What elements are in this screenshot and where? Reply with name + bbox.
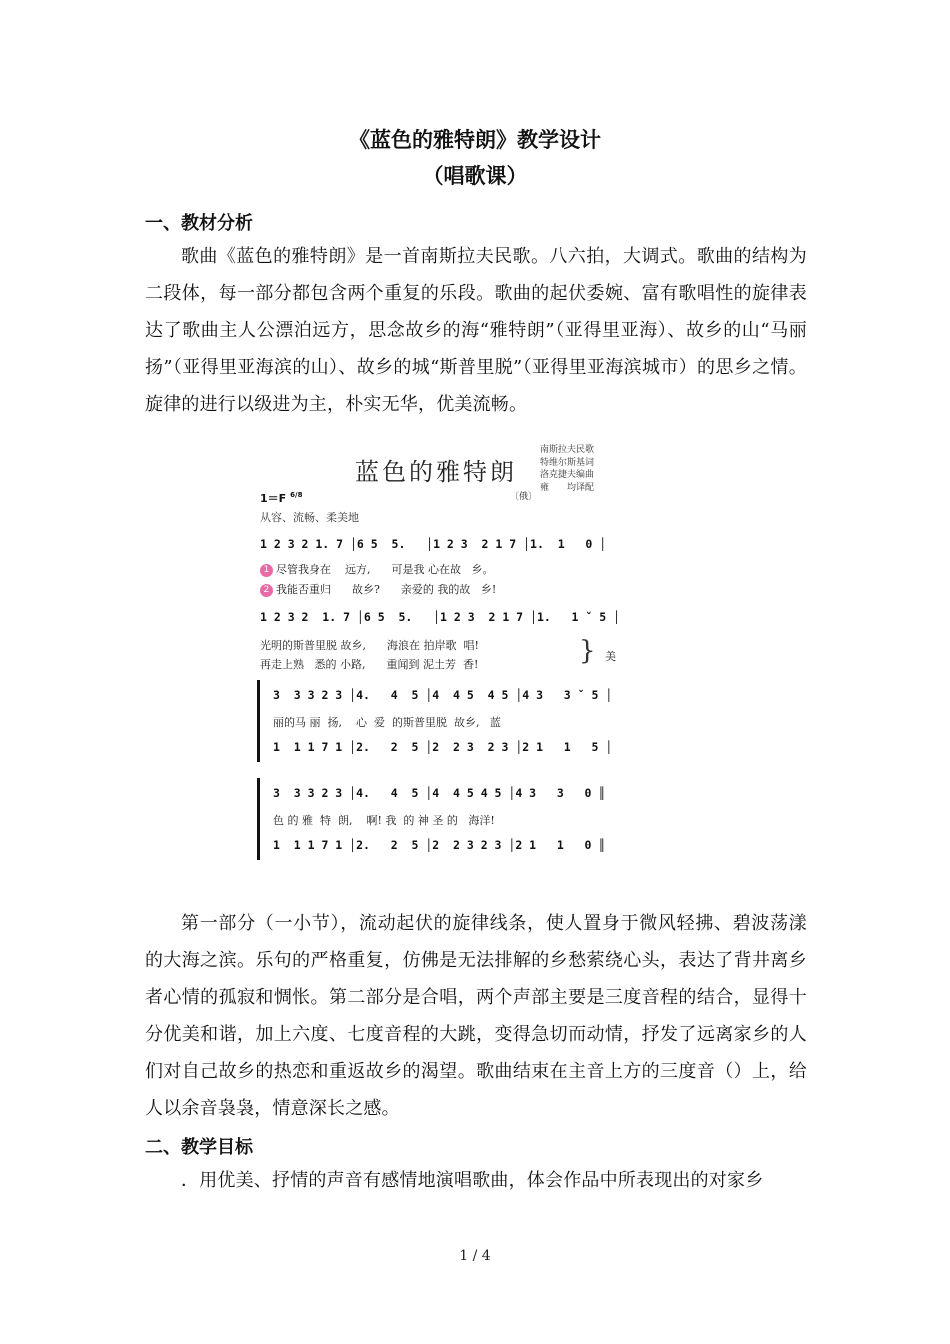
score-credits: [540, 444, 594, 494]
credit-line: 特维尔斯基词: [540, 457, 595, 468]
analysis-paragraph-2: 第一部分（一小节），流动起伏的旋律线条，使人置身于微风轻拂、碧波荡漾的大海之滨。乐句的严格重复，仿佛是无法排解的乡愁萦绕心头，表达了背井离乡者心情的孤寂和惆怅。第二部分是合唱，两个声部主要是三度音程的结合，显得十分优美和谐，加上六度、七度音程的大跳，变得急切而动情，抒发了远离家乡的人们对自己故乡的热恋和重返故乡的渴望。歌曲结束在主音上方的三度音（）上，给人以余音袅袅，情意深长之感。: [145, 913, 807, 1119]
lyrics-line-1-verse-2: [260, 581, 496, 597]
song-score: [255, 440, 625, 860]
lyrics-text: 尽管我身在 远方, 可是我 心在故 乡。: [276, 563, 494, 576]
lyrics-text: 我能否重归 故乡? 亲爱的 我的故 乡!: [276, 583, 497, 596]
verse-1-marker: 1: [260, 564, 273, 577]
system-1-lower-voice: 1 1 1 7 1 │2. 2 5 │2 2 3 2 3 │2 1 1 5 │: [273, 740, 613, 754]
system-bracket-1: [257, 680, 263, 762]
system-bracket-2: [257, 778, 263, 860]
verse-brace: }: [579, 636, 596, 666]
system-1-upper-voice: 3 3 3 2 3 │4. 4 5 │4 4 5 4 5 │4 3 3 ˇ 5 │: [273, 688, 613, 702]
verse-2-marker: 2: [260, 584, 273, 597]
lyrics-line-1-verse-1: [260, 561, 493, 577]
melody-line-2: 1 2 3 2 1. 7 │6 5 5. │1 2 3 2 1 7 │1. 1 ˇ 5 │: [260, 610, 621, 624]
page-number: 1 / 4: [459, 1248, 491, 1264]
goal-item-1: ．用优美、抒情的声音有感情地演唱歌曲，体会作品中所表现出的对家乡: [181, 1170, 764, 1191]
system-2-upper-voice: 3 3 3 2 3 │4. 4 5 │4 4 5 4 5 │4 3 3 0 ║: [273, 786, 606, 800]
document-title: 《蓝色的雅特朗》教学设计: [349, 128, 601, 152]
melody-line-1: 1 2 3 2 1. 7 │6 5 5. │1 2 3 2 1 7 │1. 1 0 │: [260, 537, 607, 551]
system-2-lower-voice: 1 1 1 7 1 │2. 2 5 │2 2 3 2 3 │2 1 1 0 ║: [273, 838, 606, 852]
section-heading-analysis: 一、教材分析: [145, 213, 253, 234]
lyrics-tail: 美: [605, 650, 616, 663]
lyrics-line-2-verse-1: 光明的斯普里脱 故乡, 海浪在 拍岸歌 唱!: [260, 639, 479, 652]
credit-line: 洛克捷夫编曲: [540, 470, 595, 480]
credit-line: 雍 均译配: [540, 482, 595, 493]
credit-line: 南斯拉夫民歌: [540, 445, 595, 455]
analysis-paragraph: 歌曲《蓝色的雅特朗》是一首南斯拉夫民歌。八六拍，大调式。歌曲的结构为二段体，每一部分都包含两个重复的乐段。歌曲的起伏委婉、富有歌唱性的旋律表达了歌曲主人公漂泊远方，思念故乡的海“雅特朗”（亚得里亚海）、故乡的山“马丽扬”（亚得里亚海滨的山）、故乡的城“斯普里脱”（亚得里亚海滨城市）的思乡之情。旋律的进行以级进为主，朴实无华，优美流畅。: [145, 246, 807, 415]
key-text: 1＝F: [260, 492, 287, 505]
score-origin: 〔俄〕: [510, 492, 538, 502]
score-title: 蓝色的雅特朗: [355, 458, 517, 486]
system-2-lyrics: 色 的 雅 特 朗, 啊! 我 的 神 圣 的 海洋!: [273, 814, 495, 827]
key-signature: [260, 490, 302, 506]
document-subtitle: （唱歌课）: [422, 164, 528, 188]
time-signature: 6/8: [290, 491, 303, 500]
lyrics-line-2-verse-2: 再走上熟 悉的 小路, 重闻到 泥土芳 香!: [260, 658, 479, 671]
system-1-lyrics: 丽的马 丽 扬, 心 爱 的斯普里脱 故乡, 蓝: [273, 716, 501, 729]
tempo-marking: 从容、流畅、柔美地: [260, 511, 359, 524]
section-heading-goals: 二、教学目标: [145, 1137, 253, 1158]
